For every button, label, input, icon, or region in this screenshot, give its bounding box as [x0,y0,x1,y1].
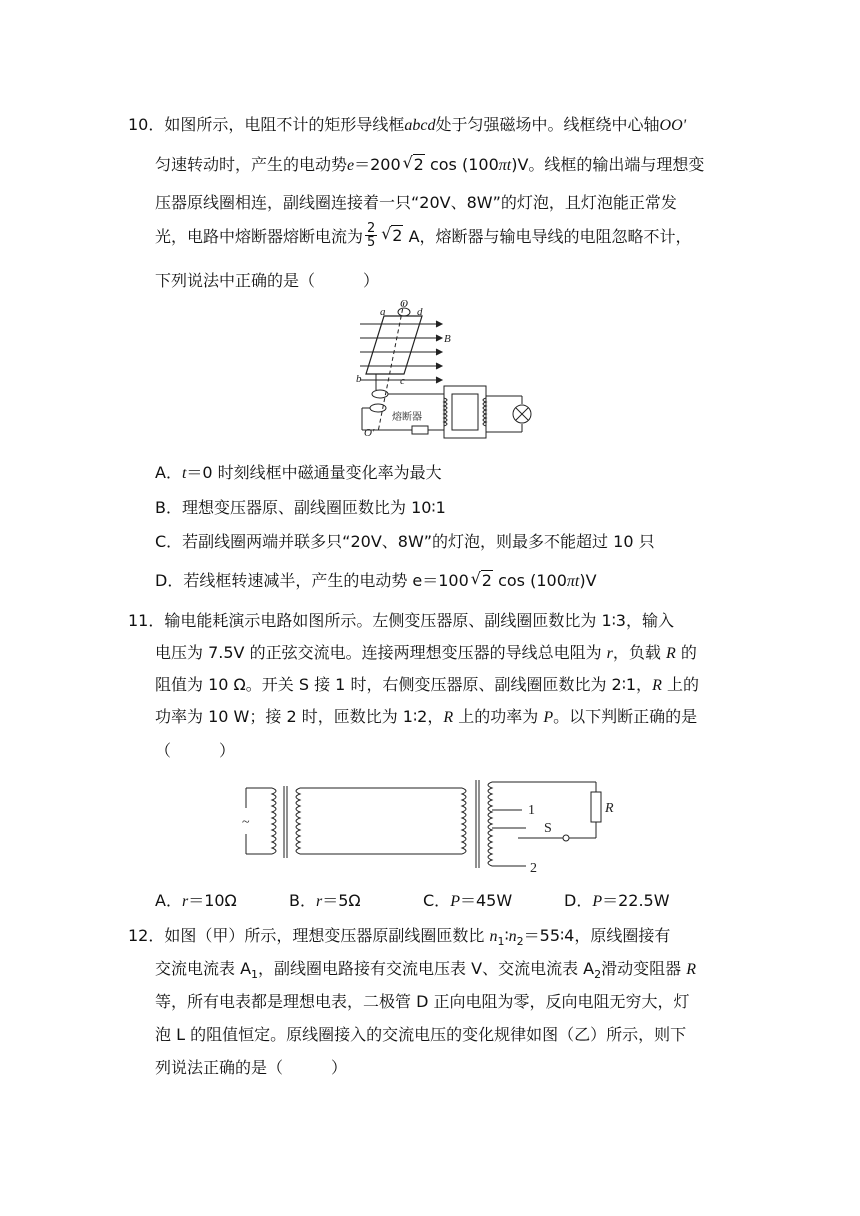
q11-option-b [289,888,361,911]
q10-line2 [155,152,704,175]
text: ＝200 [354,155,401,174]
label-1: 1 [528,803,535,818]
text: t [181,465,187,482]
q12-line5: 列说法正确的是（ ） [155,1058,348,1077]
label-fuse: 熔断器 [392,412,422,423]
text: ∶ [504,926,509,945]
label-a: a [380,306,386,318]
text: 匀速转动时，产生的电动势 [155,155,348,174]
label-ac: ~ [242,815,250,830]
text: P [592,893,603,910]
q11-line3 [155,672,699,695]
q11-option-d [564,888,670,911]
text: 滑动变阻器 [601,959,682,978]
numerator: 2 [367,221,376,236]
text: 阻值为 10 Ω。开关 S 接 1 时，右侧变压器原、副线圈匝数比为 2∶1， [155,675,653,694]
text: 上的功率为 [458,707,539,726]
q12-line1 [128,923,670,948]
text: cos (100 [498,571,567,590]
text: D．若线框转速减半，产生的电动势 e＝100 [155,571,469,590]
q11-line2 [155,640,697,663]
text: 光，电路中熔断器熔断电流为 [155,227,364,246]
q10-line3: 压器原线圈相连，副线圈连接着一只“20V、8W”的灯泡，且灯泡能正常发 [155,193,677,212]
text: ＝10Ω [188,891,237,910]
text: 功率为 10 W；接 2 时，匝数比为 1∶2， [155,707,444,726]
subscript: 1 [497,935,505,949]
text: 如图所示，电阻不计的矩形导线框 [164,115,405,134]
text: ＝45W [459,891,513,910]
text: P [450,893,460,910]
label-O: O [400,298,408,310]
q12-line2 [155,956,696,981]
q10-option-a [155,460,442,483]
text: r [315,893,323,910]
text: ，负载 [612,643,661,662]
sqrt [403,155,425,174]
text: A，熔断器与输电导线的电阻忽略不计， [403,227,692,246]
subscript: 2 [594,968,602,982]
text: )V [579,571,597,590]
q11-line5: （ ） [155,741,236,760]
text: r [181,893,189,910]
text: B． [289,891,316,910]
text: D． [564,891,593,910]
text: OO' [659,117,687,134]
figure-transmission-circuit [236,776,626,878]
text: 。以下判断正确的是 [553,707,698,726]
text: abcd [404,117,436,134]
sqrt [381,226,403,245]
q11-option-c [423,888,512,911]
figure-rotating-coil-transformer [352,298,542,440]
q12-line3: 等，所有电表都是理想电表，二极管 D 正向电阻为零，反向电阻无穷大，灯 [155,992,690,1011]
text: πt [498,157,512,174]
denominator: 5 [367,235,376,250]
text: )V。线框的输出端与理想变 [511,155,705,174]
subscript: 1 [251,968,259,982]
label-d: d [417,306,423,318]
label-Oprime: O' [364,427,375,439]
text: 电压为 7.5V 的正弦交流电。连接两理想变压器的导线总电阻为 [155,643,602,662]
label-2: 2 [530,861,537,876]
text: 2 [413,155,424,174]
text: cos (100 [429,155,499,174]
q12-line4: 泡 L 的阻值恒定。原线圈接入的交流电压的变化规律如图（乙）所示，则下 [155,1025,687,1044]
fraction [365,222,377,249]
text: A． [155,891,182,910]
text: r [606,645,613,662]
text: e [347,157,355,174]
label-B: B [444,333,451,345]
text: R [666,645,676,662]
q10-line1 [128,112,686,135]
q10-option-d [155,568,597,591]
text: ＝22.5W [602,891,670,910]
text: R [686,961,697,978]
text: P [543,709,554,726]
label-c: c [400,375,405,387]
text: R [652,677,662,694]
text: ＝5Ω [322,891,361,910]
text: πt [566,573,580,590]
text: C． [423,891,451,910]
text: n [508,928,517,945]
q10-option-b: B．理想变压器原、副线圈匝数比为 10∶1 [155,498,446,517]
label-S: S [544,821,552,836]
text: 2 [481,571,492,590]
label-b: b [356,373,362,385]
question-number: 11． [128,611,165,630]
text: ＝55∶4，原线圈接有 [523,926,671,945]
text: 2 [392,226,403,245]
q10-line5: 下列说法中正确的是（ ） [155,271,380,290]
q10-line4 [155,222,692,249]
text: A． [155,463,182,482]
text: n [489,928,498,945]
text: 上的 [666,675,699,694]
question-number: 12． [128,926,165,945]
label-R: R [605,801,614,816]
text: 处于匀强磁场中。线框绕中心轴 [435,115,660,134]
subscript: 2 [516,935,524,949]
text: 输电能耗演示电路如图所示。左侧变压器原、副线圈匝数比为 1∶3，输入 [164,611,674,630]
text: 交流电流表 A [155,959,252,978]
text: 如图（甲）所示，理想变压器原副线圈匝数比 [164,926,485,945]
text: 的 [680,643,697,662]
text: R [443,709,454,726]
q11-option-a [155,888,237,911]
question-number: 10． [128,115,165,134]
q11-line4 [155,704,697,727]
q11-line1 [128,608,674,631]
q10-option-c: C．若副线圈两端并联多只“20V、8W”的灯泡，则最多不能超过 10 只 [155,532,655,551]
text: ＝0 时刻线框中磁通量变化率为最大 [186,463,442,482]
sqrt [471,571,493,590]
text: ，副线圈电路接有交流电压表 V、交流电流表 A [258,959,595,978]
